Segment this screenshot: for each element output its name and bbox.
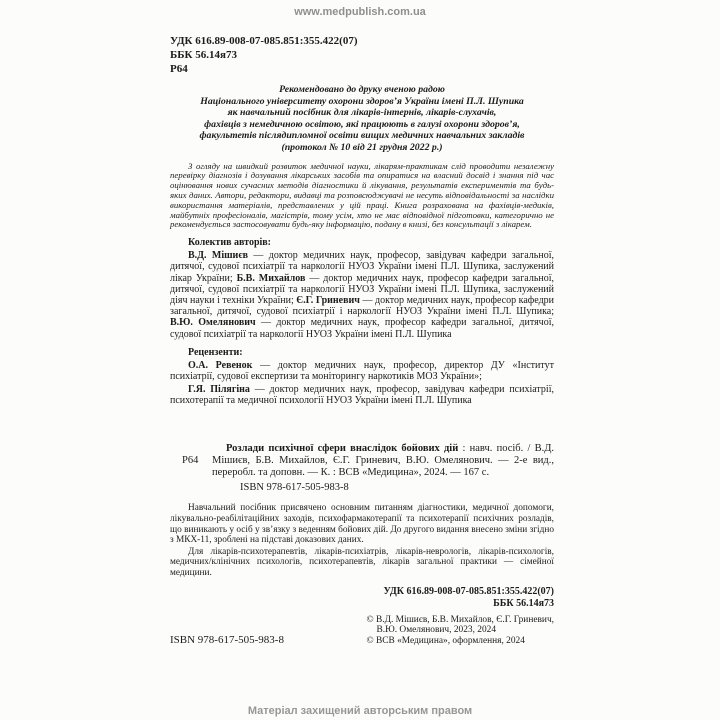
classification-codes-top <box>170 34 554 76</box>
author-sign-code: Р64 <box>170 63 188 75</box>
author-name: В.Д. Мішиєв <box>188 250 249 262</box>
author-desc: — доктор медичних наук, професор кафедри загальної, дитячої, судової психіатрії та наркології НУОЗ України імені П.Л. Шупика <box>170 317 554 340</box>
copyright-protection-watermark: Матеріал захищений авторським правом <box>247 705 473 717</box>
copyright-authors-line2: В.Ю. Омелянович, 2023, 2024 <box>376 625 497 636</box>
author-desc: — доктор медичних наук, професор кафедри загальної, дитячої, судової психіатрії і наркології НУОЗ України імені П.Л. Шупика; <box>170 294 555 318</box>
publisher-url-watermark: www.medpublish.com.ua <box>294 6 426 18</box>
recommendation-line: факультетів післядипломної освіти вищих медичних навчальних закладів <box>199 130 525 142</box>
recommendation-line: Національного університету охорони здоров’я України імені П.Л. Шупика <box>200 95 524 107</box>
reviewers-heading: Рецензенти: <box>188 346 243 358</box>
medical-disclaimer: З огляду на швидкий розвиток медичної науки, лікарям-практикам слід проводити незалежну перевірку діагнозів і дозування лікарських засобів та опиратися на власний досвід і знання під час оцінювання нових сучасних методів діагностики й лікування, результатів експериментів та будь-яких даних. Автори, редактори, видавці та розповсюджувачі не несуть відповідальності за наслідки використання матеріалів, представлених у цій праці. Книга розрахована на фахівців-медиків, майбутніх професіоналів, магістрів, тому усім, хто не має відповідної підготовки, категорично не рекомендується застосовувати будь-яку інформацію, подану в книзі, без консультації з лікарем. <box>170 160 554 230</box>
classification-codes-bottom <box>170 586 554 610</box>
author-name: Є.Г. Гриневич <box>296 294 360 306</box>
recommendation-line: як навчальний посібник для лікарів-інтернів, лікарів-слухачів, <box>227 107 497 119</box>
bbk-code-bottom: ББК 56.14я73 <box>493 597 554 609</box>
reviewer-desc: — доктор медичних наук, професор, директор ДУ «Інститут психіатрії, судової експертизи та моніторингу наркотиків МОЗ України»; <box>170 359 554 382</box>
bbk-code: ББК 56.14я73 <box>170 49 237 61</box>
isbn-bottom: ISBN 978-617-505-983-8 <box>170 634 284 647</box>
audience-paragraph: Для лікарів-психотерапевтів, лікарів-психіатрів, лікарів-неврологів, лікарів-психологів, медичних/клінічних психологів, психотерапевтів, лікарів загальної практики — сімейної медицини. <box>170 546 554 578</box>
copyright-block <box>367 615 555 647</box>
page-content <box>170 34 554 646</box>
author-name: В.Ю. Омелянович <box>170 317 256 329</box>
reviewer-desc: — доктор медичних наук, професор, завідувач кафедри психіатрії, психотерапії та медичної психології НУОЗ України імені П.Л. Шупика <box>170 384 554 407</box>
author-sign-margin: Р64 <box>182 454 199 466</box>
recommendation-line: (протокол № 10 від 21 грудня 2022 р.) <box>281 141 443 153</box>
reviewer-paragraph <box>170 384 554 406</box>
reviewer-name: Г.Я. Пілягіна <box>188 384 250 396</box>
catalog-entry-rest: : навч. посіб. / В.Д. Мішиєв, Б.В. Михайлов, Є.Г. Гриневич, В.Ю. Омелянович. — 2-е вид., переробл. та доповн. — К. : ВСВ «Медицина», 2024. — 167 с. <box>212 442 554 478</box>
recommendation-line: фахівців з немедичною освітою, які працюють в галузі охорони здоров’я, <box>204 118 520 130</box>
recommendation-line: Рекомендовано до друку вченою радою <box>279 84 445 95</box>
annotation-paragraph: Навчальний посібник присвячено основним питанням діагностики, медичної допомоги, лікувально-реабілітаційних заходів, психофармакотерапії та психотерапії психічних розладів, що виникають у осіб у зв’язку з веденням бойових дій. До другого видання внесено зміни згідно з МКХ-11, зроблені на підставі доказових даних. <box>170 503 554 546</box>
udk-code-bottom: УДК 616.89-008-07-085.851:355.422(07) <box>383 585 554 597</box>
isbn-catalog: ISBN 978-617-505-983-8 <box>240 482 349 494</box>
copyright-publisher: © ВСВ «Медицина», оформлення, 2024 <box>366 635 525 646</box>
cataloging-card <box>170 443 554 495</box>
imprint-bottom-row <box>170 615 554 647</box>
author-desc: — доктор медичних наук, професор кафедри загальної, дитячої, судової психіатрії та наркології НУОЗ України імені П.Л. Шупика, заслужений діяч науки і техніки України; <box>170 272 555 306</box>
recommendation-block <box>170 84 554 154</box>
author-name: Б.В. Михайлов <box>236 272 306 284</box>
catalog-entry <box>212 443 554 480</box>
udk-code: УДК 616.89-008-07-085.851:355.422(07) <box>170 35 358 47</box>
authors-paragraph <box>170 250 554 340</box>
reviewer-name: О.А. Ревенок <box>188 359 253 371</box>
book-title: Розлади психічної сфери внаслідок бойових дій <box>226 442 459 454</box>
copyright-authors-line1: © В.Д. Мішиєв, Б.В. Михайлов, Є.Г. Гриневич, <box>366 614 554 625</box>
reviewer-paragraph <box>170 360 554 382</box>
author-desc: — доктор медичних наук, професор, завідувач кафедри загальної, дитячої, судової психіатрії та наркології НУОЗ України імені П.Л. Шупика, заслужений лікар України; <box>170 250 554 284</box>
authors-heading: Колектив авторів: <box>188 237 272 249</box>
